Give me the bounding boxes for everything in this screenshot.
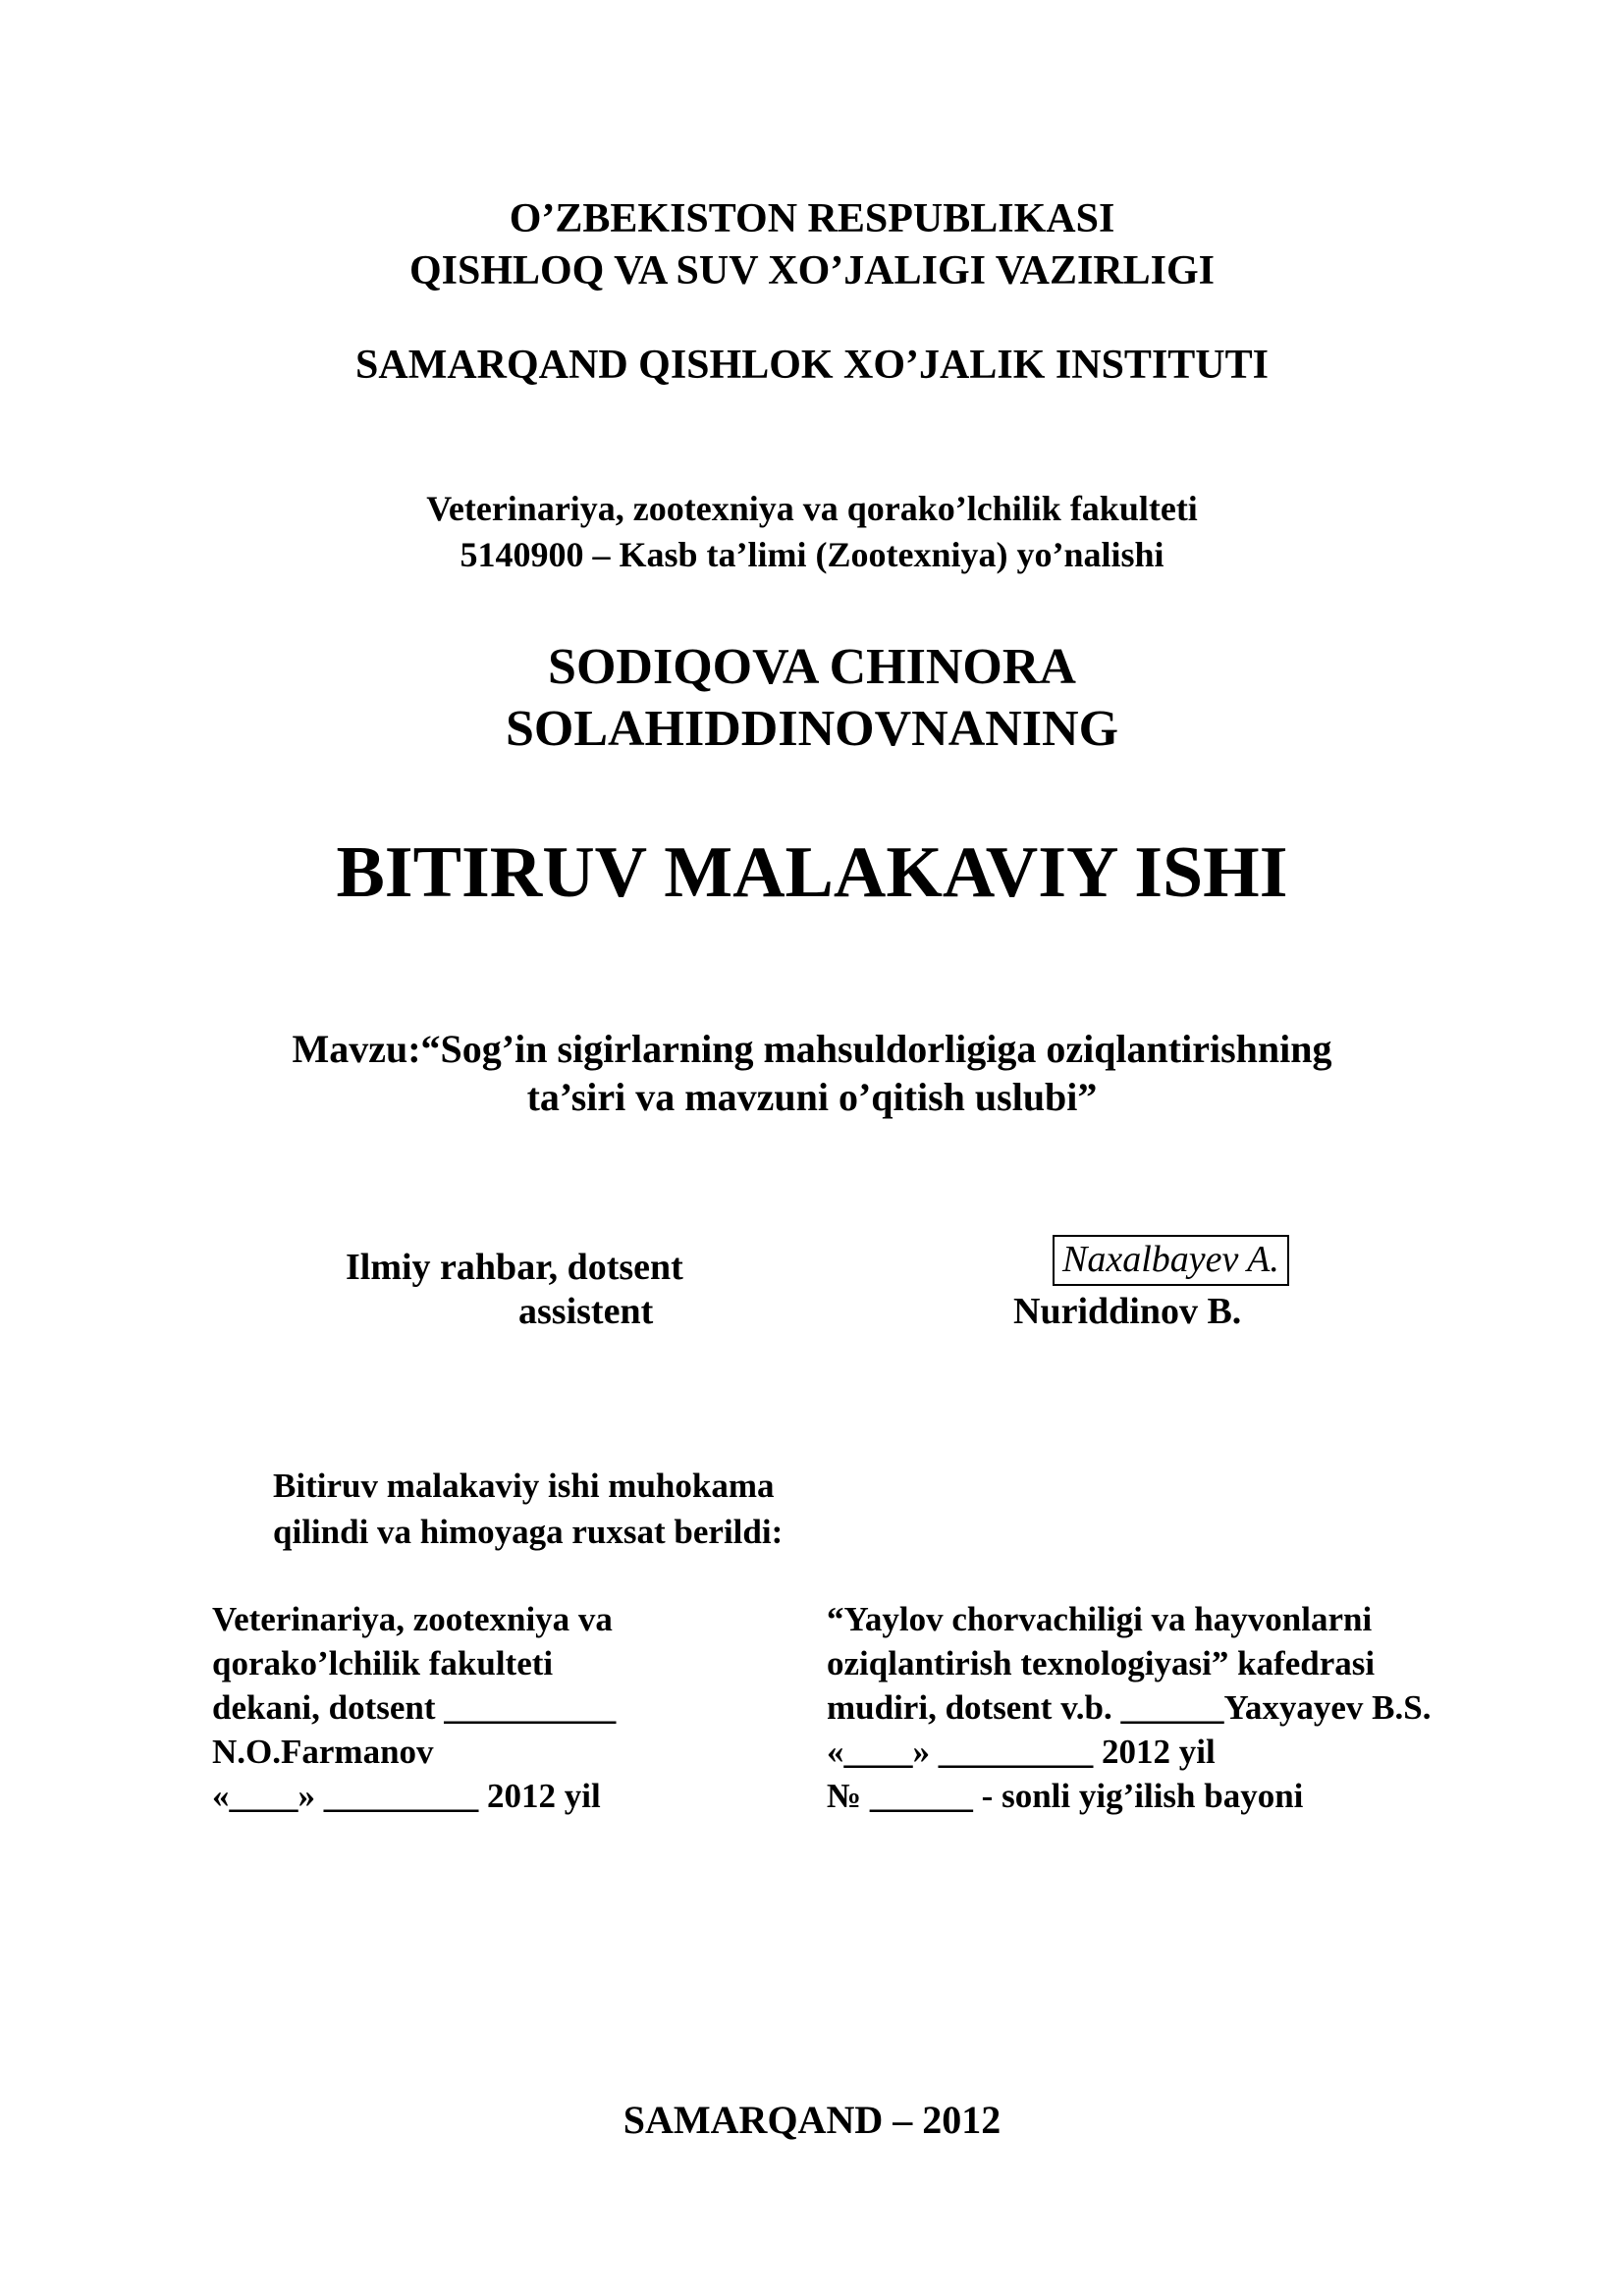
author-name-line2: SOLAHIDDINOVNANING (505, 701, 1119, 757)
discussion-line1: Bitiruv malakaviy ishi muhokama (273, 1467, 775, 1505)
dean-date-line: «____» _________ 2012 yil (212, 1777, 601, 1815)
department-date-line: «____» _________ 2012 yil (827, 1733, 1216, 1771)
work-title: BITIRUV MALAKAVIY ISHI (336, 832, 1288, 913)
faculty-name: Veterinariya, zootexniya va qorako’lchilik fakulteti (426, 489, 1198, 528)
department-line1: “Yaylov chorvachiligi va hayvonlarni (827, 1600, 1373, 1638)
dean-line1: Veterinariya, zootexniya va (212, 1600, 613, 1638)
supervisor-name-2: Nuriddinov B. (1013, 1291, 1242, 1332)
department-line2: oziqlantirish texnologiyasi” kafedrasi (827, 1644, 1376, 1682)
place-and-year: SAMARQAND – 2012 (623, 2098, 1001, 2142)
specialty-name: 5140900 – Kasb ta’limi (Zootexniya) yo’nalishi (460, 535, 1164, 574)
institute-name: SAMARQAND QISHLOK XO’JALIK INSTITUTI (355, 343, 1269, 388)
topic-line1: Mavzu:“Sog’in sigirlarning mahsuldorligiga oziqlantirishning (292, 1027, 1332, 1071)
dean-line3: dekani, dotsent __________ (212, 1688, 617, 1727)
discussion-line2: qilindi va himoyaga ruxsat berildi: (273, 1513, 784, 1551)
department-head-line: mudiri, dotsent v.b. ______Yaxyayev B.S. (827, 1688, 1432, 1727)
supervisor-role-2: assistent (518, 1291, 654, 1332)
country-name: O’ZBEKISTON RESPUBLIKASI (509, 196, 1115, 241)
supervisor-name-1-box (1053, 1241, 1289, 1278)
dean-name: N.O.Farmanov (212, 1733, 434, 1771)
topic-line2: ta’siri va mavzuni o’qitish uslubi” (526, 1075, 1098, 1119)
dean-line2: qorako’lchilik fakulteti (212, 1644, 554, 1682)
ministry-name: QISHLOQ VA SUV XO’JALIGI VAZIRLIGI (408, 248, 1216, 294)
supervisor-name-1: Naxalbayev A. (1053, 1235, 1289, 1286)
department-protocol-line: № ______ - sonli yig’ilish bayoni (827, 1777, 1304, 1815)
author-name-line1: SODIQOVA CHINORA (548, 639, 1076, 695)
supervisor-role-1: Ilmiy rahbar, dotsent (346, 1247, 683, 1288)
